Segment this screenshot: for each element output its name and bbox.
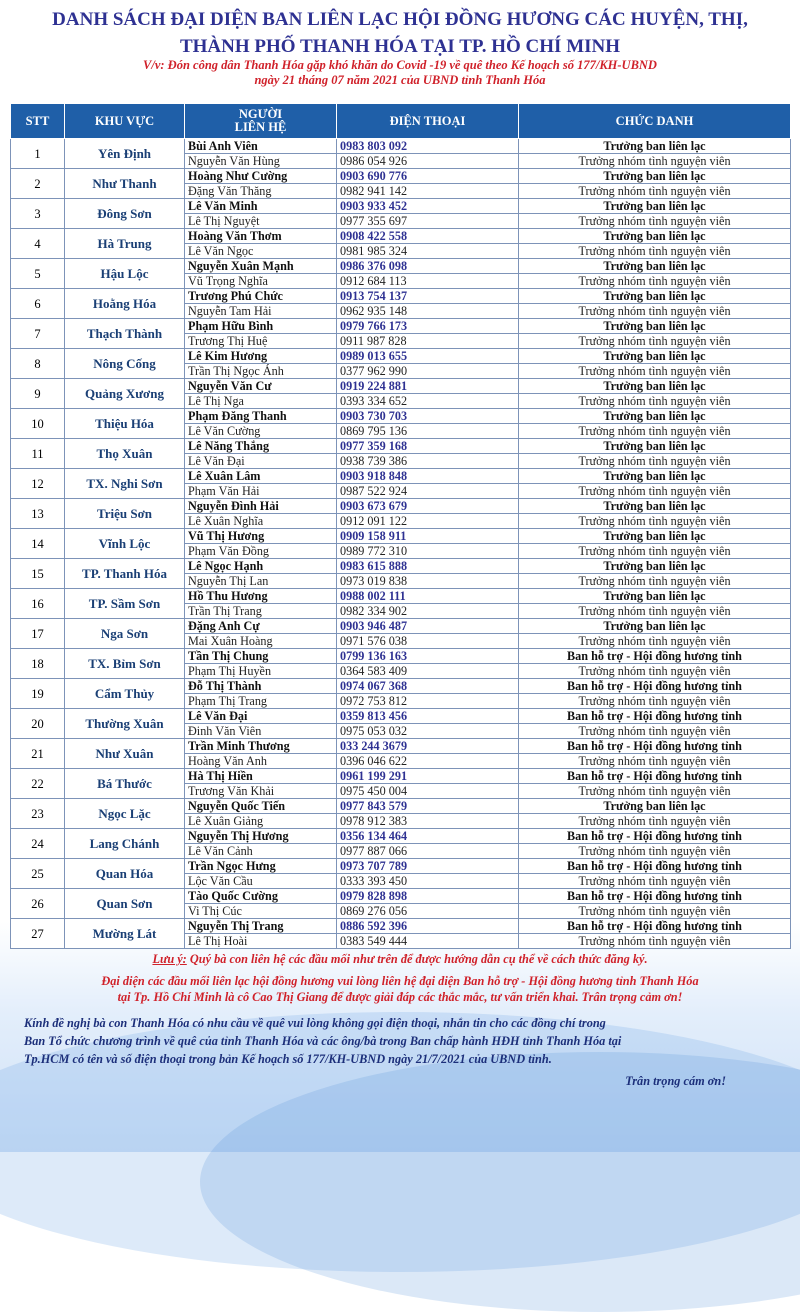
leader-name: Hà Thị Hiền [185, 769, 337, 784]
column-header-phone: ĐIỆN THOẠI [337, 104, 519, 139]
volunteer-phone: 0973 019 838 [337, 574, 519, 589]
volunteer-name: Lê Văn Cảnh [185, 844, 337, 859]
leader-role: Trưởng ban liên lạc [519, 529, 791, 544]
leader-role: Trưởng ban liên lạc [519, 559, 791, 574]
leader-role: Trưởng ban liên lạc [519, 469, 791, 484]
area-cell: Như Thanh [65, 169, 185, 199]
stt-cell: 7 [11, 319, 65, 349]
volunteer-phone: 0987 522 924 [337, 484, 519, 499]
leader-name: Lê Kim Hương [185, 349, 337, 364]
area-cell: Hoằng Hóa [65, 289, 185, 319]
stt-cell: 24 [11, 829, 65, 859]
volunteer-role: Trưởng nhóm tình nguyện viên [519, 694, 791, 709]
area-cell: Thiệu Hóa [65, 409, 185, 439]
volunteer-phone: 0981 985 324 [337, 244, 519, 259]
volunteer-role: Trưởng nhóm tình nguyện viên [519, 454, 791, 469]
leader-role: Trưởng ban liên lạc [519, 199, 791, 214]
volunteer-phone: 0978 912 383 [337, 814, 519, 829]
table-row [11, 829, 791, 844]
leader-phone: 0977 843 579 [337, 799, 519, 814]
table-row [11, 409, 791, 424]
table-row [11, 379, 791, 394]
stt-cell: 14 [11, 529, 65, 559]
area-cell: Bá Thước [65, 769, 185, 799]
volunteer-name: Hoàng Văn Anh [185, 754, 337, 769]
leader-name: Nguyễn Xuân Mạnh [185, 259, 337, 274]
table-row [11, 889, 791, 904]
leader-role: Trưởng ban liên lạc [519, 229, 791, 244]
volunteer-name: Phạm Thị Trang [185, 694, 337, 709]
volunteer-name: Đinh Văn Viên [185, 724, 337, 739]
volunteer-phone: 0975 450 004 [337, 784, 519, 799]
stt-cell: 6 [11, 289, 65, 319]
column-header-contact-line-1: NGƯỜI [238, 107, 283, 121]
volunteer-phone: 0986 054 926 [337, 154, 519, 169]
note-label: Lưu ý: [152, 952, 187, 966]
volunteer-role: Trưởng nhóm tình nguyện viên [519, 154, 791, 169]
stt-cell: 1 [11, 139, 65, 169]
stt-cell: 16 [11, 589, 65, 619]
volunteer-role: Trưởng nhóm tình nguyện viên [519, 784, 791, 799]
volunteer-role: Trưởng nhóm tình nguyện viên [519, 424, 791, 439]
notes-section [14, 951, 786, 1089]
volunteer-name: Trần Thị Ngọc Ánh [185, 364, 337, 379]
volunteer-phone: 0377 962 990 [337, 364, 519, 379]
leader-name: Nguyễn Thị Hương [185, 829, 337, 844]
volunteer-role: Trưởng nhóm tình nguyện viên [519, 604, 791, 619]
table-row [11, 799, 791, 814]
area-cell: TX. Bỉm Sơn [65, 649, 185, 679]
volunteer-name: Lê Thị Nguyệt [185, 214, 337, 229]
leader-phone: 0903 946 487 [337, 619, 519, 634]
stt-cell: 27 [11, 919, 65, 949]
leader-name: Phạm Đăng Thanh [185, 409, 337, 424]
leader-name: Nguyễn Quốc Tiến [185, 799, 337, 814]
volunteer-name: Lê Thị Nga [185, 394, 337, 409]
leader-name: Hoàng Văn Thơm [185, 229, 337, 244]
leader-phone: 0903 918 848 [337, 469, 519, 484]
leader-phone: 0799 136 163 [337, 649, 519, 664]
thanks-text: Trân trọng cám ơn! [625, 1074, 726, 1088]
leader-name: Nguyễn Thị Trang [185, 919, 337, 934]
leader-name: Nguyễn Văn Cư [185, 379, 337, 394]
leader-phone: 0908 422 558 [337, 229, 519, 244]
table-row [11, 919, 791, 934]
leader-name: Lê Năng Thắng [185, 439, 337, 454]
volunteer-phone: 0989 772 310 [337, 544, 519, 559]
area-cell: Thọ Xuân [65, 439, 185, 469]
volunteer-name: Đặng Văn Thăng [185, 184, 337, 199]
volunteer-phone: 0938 739 386 [337, 454, 519, 469]
request-note-line-2: Ban Tổ chức chương trình về quê của tỉnh Thanh Hóa và các ông/bà trong Ban chấp hành HĐH tỉnh Thanh Hóa tại [24, 1034, 622, 1048]
leader-name: Đặng Anh Cự [185, 619, 337, 634]
volunteer-name: Lê Văn Cường [185, 424, 337, 439]
area-cell: Thạch Thành [65, 319, 185, 349]
leader-role: Trưởng ban liên lạc [519, 379, 791, 394]
leader-role: Ban hỗ trợ - Hội đồng hương tỉnh [519, 859, 791, 874]
volunteer-phone: 0912 091 122 [337, 514, 519, 529]
table-row [11, 469, 791, 484]
table-row [11, 589, 791, 604]
subtitle-line-2: ngày 21 tháng 07 năm 2021 của UBND tỉnh Thanh Hóa [254, 73, 546, 87]
column-header-area: KHU VỰC [65, 104, 185, 139]
note-line [14, 951, 786, 967]
table-row [11, 439, 791, 454]
stt-cell: 5 [11, 259, 65, 289]
volunteer-role: Trưởng nhóm tình nguyện viên [519, 544, 791, 559]
volunteer-role: Trưởng nhóm tình nguyện viên [519, 844, 791, 859]
leader-role: Ban hỗ trợ - Hội đồng hương tỉnh [519, 709, 791, 724]
leader-role: Trưởng ban liên lạc [519, 409, 791, 424]
column-header-stt: STT [11, 104, 65, 139]
stt-cell: 26 [11, 889, 65, 919]
leader-role: Trưởng ban liên lạc [519, 589, 791, 604]
stt-cell: 20 [11, 709, 65, 739]
volunteer-name: Trương Văn Khải [185, 784, 337, 799]
table-row [11, 679, 791, 694]
leader-name: Tào Quốc Cường [185, 889, 337, 904]
volunteer-name: Lê Xuân Nghĩa [185, 514, 337, 529]
volunteer-role: Trưởng nhóm tình nguyện viên [519, 484, 791, 499]
volunteer-phone: 0982 941 142 [337, 184, 519, 199]
table-body [11, 139, 791, 949]
leader-phone: 0919 224 881 [337, 379, 519, 394]
volunteer-phone: 0396 046 622 [337, 754, 519, 769]
area-cell: Cẩm Thủy [65, 679, 185, 709]
stt-cell: 11 [11, 439, 65, 469]
stt-cell: 10 [11, 409, 65, 439]
volunteer-role: Trưởng nhóm tình nguyện viên [519, 514, 791, 529]
volunteer-role: Trưởng nhóm tình nguyện viên [519, 304, 791, 319]
leader-name: Tần Thị Chung [185, 649, 337, 664]
leader-name: Hoàng Như Cường [185, 169, 337, 184]
leader-phone: 0961 199 291 [337, 769, 519, 784]
stt-cell: 3 [11, 199, 65, 229]
leader-name: Bùi Anh Viên [185, 139, 337, 154]
column-header-role: CHỨC DANH [519, 104, 791, 139]
stt-cell: 21 [11, 739, 65, 769]
volunteer-name: Nguyễn Tam Hải [185, 304, 337, 319]
volunteer-name: Lê Văn Ngọc [185, 244, 337, 259]
volunteer-name: Lê Văn Đại [185, 454, 337, 469]
leader-role: Trưởng ban liên lạc [519, 349, 791, 364]
leader-phone: 0974 067 368 [337, 679, 519, 694]
support-note-line-1: Đại diện các đầu mối liên lạc hội đồng hương vui lòng liên hệ đại diện Ban hỗ trợ - Hội đồng hương tỉnh Thanh Hóa [101, 974, 699, 988]
volunteer-phone: 0869 795 136 [337, 424, 519, 439]
table-row [11, 709, 791, 724]
leader-name: Lê Xuân Lâm [185, 469, 337, 484]
stt-cell: 4 [11, 229, 65, 259]
area-cell: Yên Định [65, 139, 185, 169]
table-row [11, 349, 791, 364]
leader-phone: 0903 690 776 [337, 169, 519, 184]
note-text: Quý bà con liên hệ các đầu mối như trên để được hướng dẫn cụ thể về cách thức đăng ký. [186, 952, 648, 966]
leader-role: Trưởng ban liên lạc [519, 289, 791, 304]
volunteer-phone: 0869 276 056 [337, 904, 519, 919]
stt-cell: 8 [11, 349, 65, 379]
volunteer-role: Trưởng nhóm tình nguyện viên [519, 934, 791, 949]
leader-phone: 0356 134 464 [337, 829, 519, 844]
area-cell: Quảng Xương [65, 379, 185, 409]
table-row [11, 319, 791, 334]
area-cell: Hà Trung [65, 229, 185, 259]
volunteer-role: Trưởng nhóm tình nguyện viên [519, 574, 791, 589]
volunteer-phone: 0982 334 902 [337, 604, 519, 619]
table-row [11, 289, 791, 304]
leader-phone: 0977 359 168 [337, 439, 519, 454]
table-row [11, 529, 791, 544]
volunteer-name: Lê Xuân Giảng [185, 814, 337, 829]
volunteer-role: Trưởng nhóm tình nguyện viên [519, 664, 791, 679]
volunteer-name: Phạm Thị Huyền [185, 664, 337, 679]
leader-role: Trưởng ban liên lạc [519, 169, 791, 184]
area-cell: TP. Sầm Sơn [65, 589, 185, 619]
table-row [11, 769, 791, 784]
leader-name: Trần Minh Thương [185, 739, 337, 754]
leader-name: Lê Văn Đại [185, 709, 337, 724]
volunteer-role: Trưởng nhóm tình nguyện viên [519, 634, 791, 649]
leader-name: Trần Ngọc Hưng [185, 859, 337, 874]
leader-phone: 0988 002 111 [337, 589, 519, 604]
volunteer-phone: 0972 753 812 [337, 694, 519, 709]
volunteer-role: Trưởng nhóm tình nguyện viên [519, 904, 791, 919]
stt-cell: 23 [11, 799, 65, 829]
table-row [11, 739, 791, 754]
leader-role: Trưởng ban liên lạc [519, 619, 791, 634]
contact-table [10, 103, 791, 949]
volunteer-phone: 0393 334 652 [337, 394, 519, 409]
table-row [11, 559, 791, 574]
stt-cell: 12 [11, 469, 65, 499]
area-cell: Nông Cống [65, 349, 185, 379]
leader-phone: 0989 013 655 [337, 349, 519, 364]
leader-role: Ban hỗ trợ - Hội đồng hương tỉnh [519, 829, 791, 844]
column-header-contact-line-2: LIÊN HỆ [234, 120, 287, 134]
volunteer-role: Trưởng nhóm tình nguyện viên [519, 184, 791, 199]
volunteer-role: Trưởng nhóm tình nguyện viên [519, 724, 791, 739]
area-cell: Mường Lát [65, 919, 185, 949]
volunteer-name: Vi Thị Cúc [185, 904, 337, 919]
leader-role: Trưởng ban liên lạc [519, 259, 791, 274]
stt-cell: 19 [11, 679, 65, 709]
area-cell: Vĩnh Lộc [65, 529, 185, 559]
area-cell: Triệu Sơn [65, 499, 185, 529]
table-row [11, 199, 791, 214]
leader-name: Đỗ Thị Thành [185, 679, 337, 694]
volunteer-phone: 0333 393 450 [337, 874, 519, 889]
volunteer-name: Mai Xuân Hoàng [185, 634, 337, 649]
leader-name: Lê Ngọc Hạnh [185, 559, 337, 574]
volunteer-role: Trưởng nhóm tình nguyện viên [519, 874, 791, 889]
area-cell: Ngọc Lặc [65, 799, 185, 829]
leader-role: Ban hỗ trợ - Hội đồng hương tỉnh [519, 739, 791, 754]
leader-role: Trưởng ban liên lạc [519, 319, 791, 334]
leader-name: Trương Phú Chức [185, 289, 337, 304]
area-cell: TX. Nghi Sơn [65, 469, 185, 499]
volunteer-phone: 0364 583 409 [337, 664, 519, 679]
leader-name: Phạm Hữu Bình [185, 319, 337, 334]
leader-role: Ban hỗ trợ - Hội đồng hương tỉnh [519, 769, 791, 784]
table-row [11, 139, 791, 154]
volunteer-phone: 0977 355 697 [337, 214, 519, 229]
stt-cell: 25 [11, 859, 65, 889]
leader-name: Nguyễn Đình Hải [185, 499, 337, 514]
volunteer-role: Trưởng nhóm tình nguyện viên [519, 394, 791, 409]
volunteer-name: Lê Thị Hoài [185, 934, 337, 949]
volunteer-phone: 0962 935 148 [337, 304, 519, 319]
request-note-line-1: Kính đề nghị bà con Thanh Hóa có nhu cầu về quê vui lòng không gọi điện thoại, nhắn tin cho các đồng chí trong [24, 1016, 606, 1030]
leader-role: Trưởng ban liên lạc [519, 499, 791, 514]
volunteer-name: Lộc Văn Cầu [185, 874, 337, 889]
leader-phone: 0979 766 173 [337, 319, 519, 334]
leader-phone: 0983 615 888 [337, 559, 519, 574]
page-title-line-2: THÀNH PHỐ THANH HÓA TẠI TP. HỒ CHÍ MINH [179, 36, 621, 57]
volunteer-role: Trưởng nhóm tình nguyện viên [519, 814, 791, 829]
area-cell: Như Xuân [65, 739, 185, 769]
page-title-line-1: DANH SÁCH ĐẠI DIỆN BAN LIÊN LẠC HỘI ĐỒNG HƯƠNG CÁC HUYỆN, THỊ, [52, 9, 748, 30]
stt-cell: 9 [11, 379, 65, 409]
volunteer-name: Phạm Văn Đồng [185, 544, 337, 559]
leader-phone: 0913 754 137 [337, 289, 519, 304]
leader-role: Trưởng ban liên lạc [519, 439, 791, 454]
area-cell: Lang Chánh [65, 829, 185, 859]
table-header-row [11, 104, 791, 139]
table-row [11, 169, 791, 184]
leader-role: Trưởng ban liên lạc [519, 799, 791, 814]
leader-phone: 0903 673 679 [337, 499, 519, 514]
leader-phone: 0359 813 456 [337, 709, 519, 724]
leader-phone: 0903 933 452 [337, 199, 519, 214]
table-row [11, 859, 791, 874]
area-cell: Nga Sơn [65, 619, 185, 649]
volunteer-name: Trần Thị Trang [185, 604, 337, 619]
table-row [11, 619, 791, 634]
leader-phone: 0979 828 898 [337, 889, 519, 904]
leader-role: Ban hỗ trợ - Hội đồng hương tỉnh [519, 679, 791, 694]
volunteer-name: Trương Thị Huệ [185, 334, 337, 349]
leader-phone: 0886 592 396 [337, 919, 519, 934]
volunteer-role: Trưởng nhóm tình nguyện viên [519, 334, 791, 349]
leader-role: Ban hỗ trợ - Hội đồng hương tỉnh [519, 919, 791, 934]
table-row [11, 229, 791, 244]
leader-phone: 0973 707 789 [337, 859, 519, 874]
volunteer-role: Trưởng nhóm tình nguyện viên [519, 214, 791, 229]
area-cell: Hậu Lộc [65, 259, 185, 289]
table-row [11, 649, 791, 664]
volunteer-name: Nguyễn Văn Hùng [185, 154, 337, 169]
volunteer-role: Trưởng nhóm tình nguyện viên [519, 244, 791, 259]
document-header [0, 4, 800, 88]
leader-role: Ban hỗ trợ - Hội đồng hương tỉnh [519, 649, 791, 664]
leader-phone: 033 244 3679 [337, 739, 519, 754]
leader-phone: 0983 803 092 [337, 139, 519, 154]
volunteer-phone: 0971 576 038 [337, 634, 519, 649]
area-cell: Thường Xuân [65, 709, 185, 739]
table-row [11, 499, 791, 514]
stt-cell: 13 [11, 499, 65, 529]
subtitle-line-1: V/v: Đón công dân Thanh Hóa gặp khó khăn do Covid -19 về quê theo Kế hoạch số 177/KH-UBND [143, 58, 657, 72]
volunteer-name: Phạm Văn Hải [185, 484, 337, 499]
area-cell: Quan Sơn [65, 889, 185, 919]
column-header-contact [185, 104, 337, 139]
volunteer-phone: 0975 053 032 [337, 724, 519, 739]
stt-cell: 17 [11, 619, 65, 649]
support-note-line-2: tại Tp. Hồ Chí Minh là cô Cao Thị Giang để được giải đáp các thắc mắc, tư vấn triển khai. Trân trọng cảm ơn! [117, 990, 683, 1004]
leader-name: Lê Văn Minh [185, 199, 337, 214]
stt-cell: 22 [11, 769, 65, 799]
volunteer-phone: 0912 684 113 [337, 274, 519, 289]
area-cell: Quan Hóa [65, 859, 185, 889]
stt-cell: 18 [11, 649, 65, 679]
volunteer-phone: 0383 549 444 [337, 934, 519, 949]
stt-cell: 15 [11, 559, 65, 589]
leader-phone: 0986 376 098 [337, 259, 519, 274]
leader-name: Vũ Thị Hương [185, 529, 337, 544]
volunteer-role: Trưởng nhóm tình nguyện viên [519, 754, 791, 769]
leader-phone: 0903 730 703 [337, 409, 519, 424]
volunteer-name: Nguyễn Thị Lan [185, 574, 337, 589]
area-cell: TP. Thanh Hóa [65, 559, 185, 589]
leader-role: Trưởng ban liên lạc [519, 139, 791, 154]
leader-name: Hồ Thu Hương [185, 589, 337, 604]
leader-role: Ban hỗ trợ - Hội đồng hương tỉnh [519, 889, 791, 904]
volunteer-name: Vũ Trọng Nghĩa [185, 274, 337, 289]
volunteer-phone: 0977 887 066 [337, 844, 519, 859]
volunteer-role: Trưởng nhóm tình nguyện viên [519, 274, 791, 289]
volunteer-phone: 0911 987 828 [337, 334, 519, 349]
stt-cell: 2 [11, 169, 65, 199]
leader-phone: 0909 158 911 [337, 529, 519, 544]
table-row [11, 259, 791, 274]
volunteer-role: Trưởng nhóm tình nguyện viên [519, 364, 791, 379]
request-note-line-3: Tp.HCM có tên và số điện thoại trong bản Kế hoạch số 177/KH-UBND ngày 21/7/2021 của UBND tỉnh. [24, 1052, 552, 1066]
area-cell: Đông Sơn [65, 199, 185, 229]
